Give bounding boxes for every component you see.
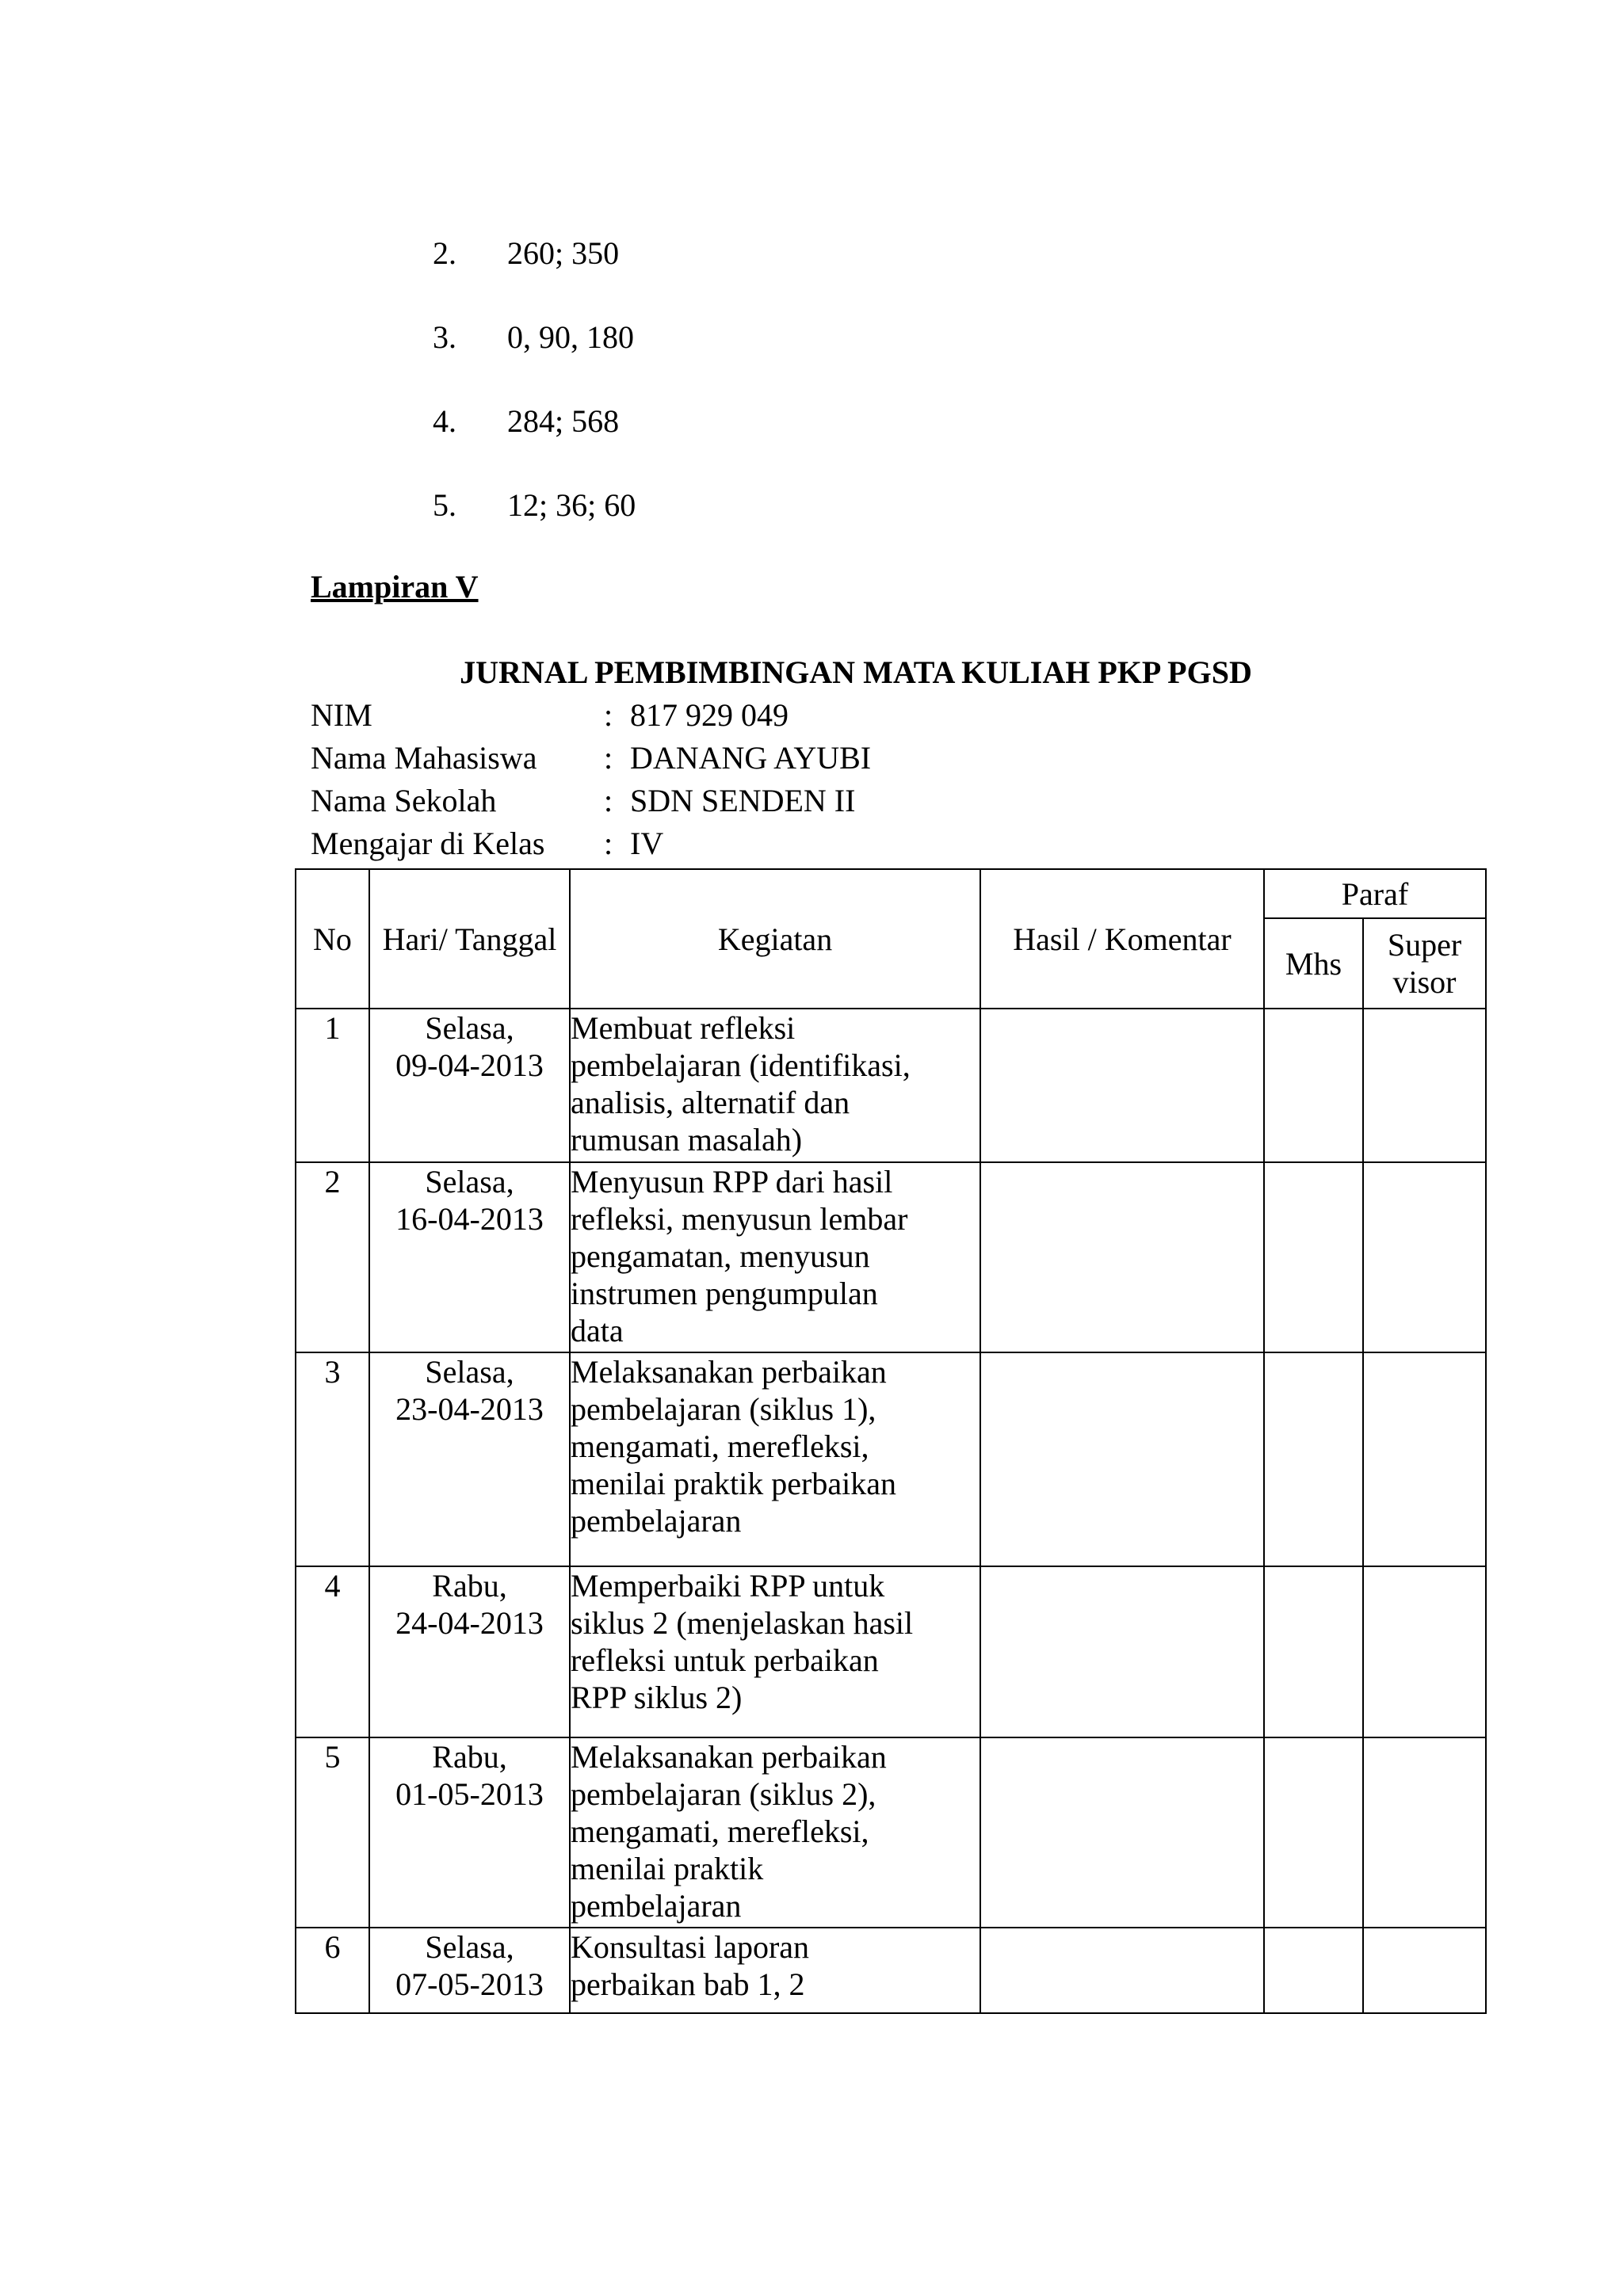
cell-date	[369, 1928, 570, 2013]
cell-activity	[570, 1352, 980, 1566]
cell-mhs	[1264, 1009, 1363, 1162]
cell-date-value: 09-04-2013	[395, 1047, 544, 1083]
activity-line: refleksi untuk perbaikan	[571, 1642, 879, 1678]
cell-result	[980, 1009, 1264, 1162]
cell-no: 1	[296, 1009, 369, 1162]
activity-line: Menyusun RPP dari hasil	[571, 1164, 893, 1199]
info-colon: :	[604, 697, 613, 733]
info-value: IV	[630, 826, 664, 861]
info-label: Nama Sekolah	[311, 783, 497, 818]
cell-day: Selasa,	[425, 1010, 514, 1046]
info-colon: :	[604, 826, 613, 861]
section-heading: Lampiran V	[311, 569, 479, 605]
cell-date-value: 24-04-2013	[395, 1605, 544, 1641]
answer-value: 260; 350	[507, 235, 620, 271]
cell-day: Selasa,	[425, 1354, 514, 1390]
info-colon: :	[604, 783, 613, 818]
activity-line: siklus 2 (menjelaskan hasil	[571, 1605, 914, 1641]
activity-line: rumusan masalah)	[571, 1122, 803, 1158]
activity-line: mengamati, merefleksi,	[571, 1814, 869, 1849]
activity-line: pembelajaran (siklus 2),	[571, 1776, 876, 1812]
header-result: Hasil / Komentar	[980, 869, 1264, 1009]
answer-number: 3.	[433, 319, 456, 355]
activity-line: pembelajaran (identifikasi,	[571, 1047, 911, 1083]
answer-value: 0, 90, 180	[507, 319, 634, 355]
info-label: Nama Mahasiswa	[311, 740, 537, 776]
info-colon: :	[604, 740, 613, 776]
header-paraf: Paraf	[1264, 869, 1486, 918]
table-row	[296, 1928, 1486, 2013]
activity-line: pembelajaran	[571, 1503, 742, 1539]
journal-body	[296, 1009, 1486, 2013]
cell-activity	[570, 1737, 980, 1928]
activity-line: Memperbaiki RPP untuk	[571, 1568, 885, 1604]
cell-no: 3	[296, 1352, 369, 1566]
activity-line: Melaksanakan perbaikan	[571, 1354, 887, 1390]
activity-line: instrumen pengumpulan	[571, 1276, 878, 1311]
activity-line: pengamatan, menyusun	[571, 1238, 870, 1274]
cell-day: Selasa,	[425, 1929, 514, 1965]
table-row	[296, 1009, 1486, 1162]
header-mhs: Mhs	[1264, 918, 1363, 1009]
cell-day: Rabu,	[432, 1568, 507, 1604]
activity-line: pembelajaran	[571, 1888, 742, 1924]
cell-date-value: 01-05-2013	[395, 1776, 544, 1812]
cell-no: 4	[296, 1566, 369, 1737]
activity-line: menilai praktik perbaikan	[571, 1466, 896, 1501]
cell-supervisor	[1363, 1737, 1486, 1928]
activity-line: mengamati, merefleksi,	[571, 1428, 869, 1464]
cell-mhs	[1264, 1566, 1363, 1737]
cell-day: Rabu,	[432, 1739, 507, 1775]
info-value: DANANG AYUBI	[630, 740, 872, 776]
cell-date	[369, 1352, 570, 1566]
activity-line: data	[571, 1313, 624, 1348]
cell-no: 6	[296, 1928, 369, 2013]
table-row	[296, 1566, 1486, 1737]
answer-number: 5.	[433, 487, 456, 523]
activity-line: Membuat refleksi	[571, 1010, 796, 1046]
cell-activity	[570, 1566, 980, 1737]
cell-day: Selasa,	[425, 1164, 514, 1199]
answer-value: 12; 36; 60	[507, 487, 636, 523]
cell-date-value: 07-05-2013	[395, 1966, 544, 2002]
cell-result	[980, 1352, 1264, 1566]
document-title: JURNAL PEMBIMBINGAN MATA KULIAH PKP PGSD	[460, 654, 1252, 690]
cell-mhs	[1264, 1162, 1363, 1352]
activity-line: menilai praktik	[571, 1851, 764, 1886]
cell-no: 5	[296, 1737, 369, 1928]
activity-line: RPP siklus 2)	[571, 1680, 743, 1715]
cell-date-value: 23-04-2013	[395, 1391, 544, 1427]
activity-line: Konsultasi laporan	[571, 1929, 810, 1965]
activity-line: Melaksanakan perbaikan	[571, 1739, 887, 1775]
cell-date	[369, 1566, 570, 1737]
cell-mhs	[1264, 1352, 1363, 1566]
answer-number: 2.	[433, 235, 456, 271]
cell-result	[980, 1737, 1264, 1928]
answer-value: 284; 568	[507, 403, 620, 439]
info-label: Mengajar di Kelas	[311, 826, 545, 861]
cell-supervisor	[1363, 1162, 1486, 1352]
cell-date	[369, 1009, 570, 1162]
header-supervisor-line2: visor	[1392, 964, 1457, 1000]
cell-result	[980, 1162, 1264, 1352]
table-row	[296, 1162, 1486, 1352]
cell-supervisor	[1363, 1009, 1486, 1162]
cell-result	[980, 1928, 1264, 2013]
activity-line: perbaikan bab 1, 2	[571, 1966, 805, 2002]
cell-no: 2	[296, 1162, 369, 1352]
table-row	[296, 1737, 1486, 1928]
cell-supervisor	[1363, 1928, 1486, 2013]
info-value: 817 929 049	[630, 697, 789, 733]
cell-mhs	[1264, 1928, 1363, 2013]
header-supervisor	[1363, 918, 1486, 1009]
answer-number: 4.	[433, 403, 456, 439]
cell-date-value: 16-04-2013	[395, 1201, 544, 1237]
header-date: Hari/ Tanggal	[369, 869, 570, 1009]
info-label: NIM	[311, 697, 372, 733]
cell-activity	[570, 1009, 980, 1162]
activity-line: pembelajaran (siklus 1),	[571, 1391, 876, 1427]
header-supervisor-line1: Super	[1387, 927, 1462, 963]
cell-supervisor	[1363, 1566, 1486, 1737]
cell-activity	[570, 1162, 980, 1352]
table-row	[296, 1352, 1486, 1566]
cell-result	[980, 1566, 1264, 1737]
header-no: No	[296, 869, 369, 1009]
cell-activity	[570, 1928, 980, 2013]
header-activity: Kegiatan	[570, 869, 980, 1009]
cell-date	[369, 1162, 570, 1352]
cell-mhs	[1264, 1737, 1363, 1928]
cell-supervisor	[1363, 1352, 1486, 1566]
info-value: SDN SENDEN II	[630, 783, 856, 818]
cell-date	[369, 1737, 570, 1928]
activity-line: analisis, alternatif dan	[571, 1085, 850, 1120]
activity-line: refleksi, menyusun lembar	[571, 1201, 908, 1237]
journal-table	[295, 868, 1487, 2014]
